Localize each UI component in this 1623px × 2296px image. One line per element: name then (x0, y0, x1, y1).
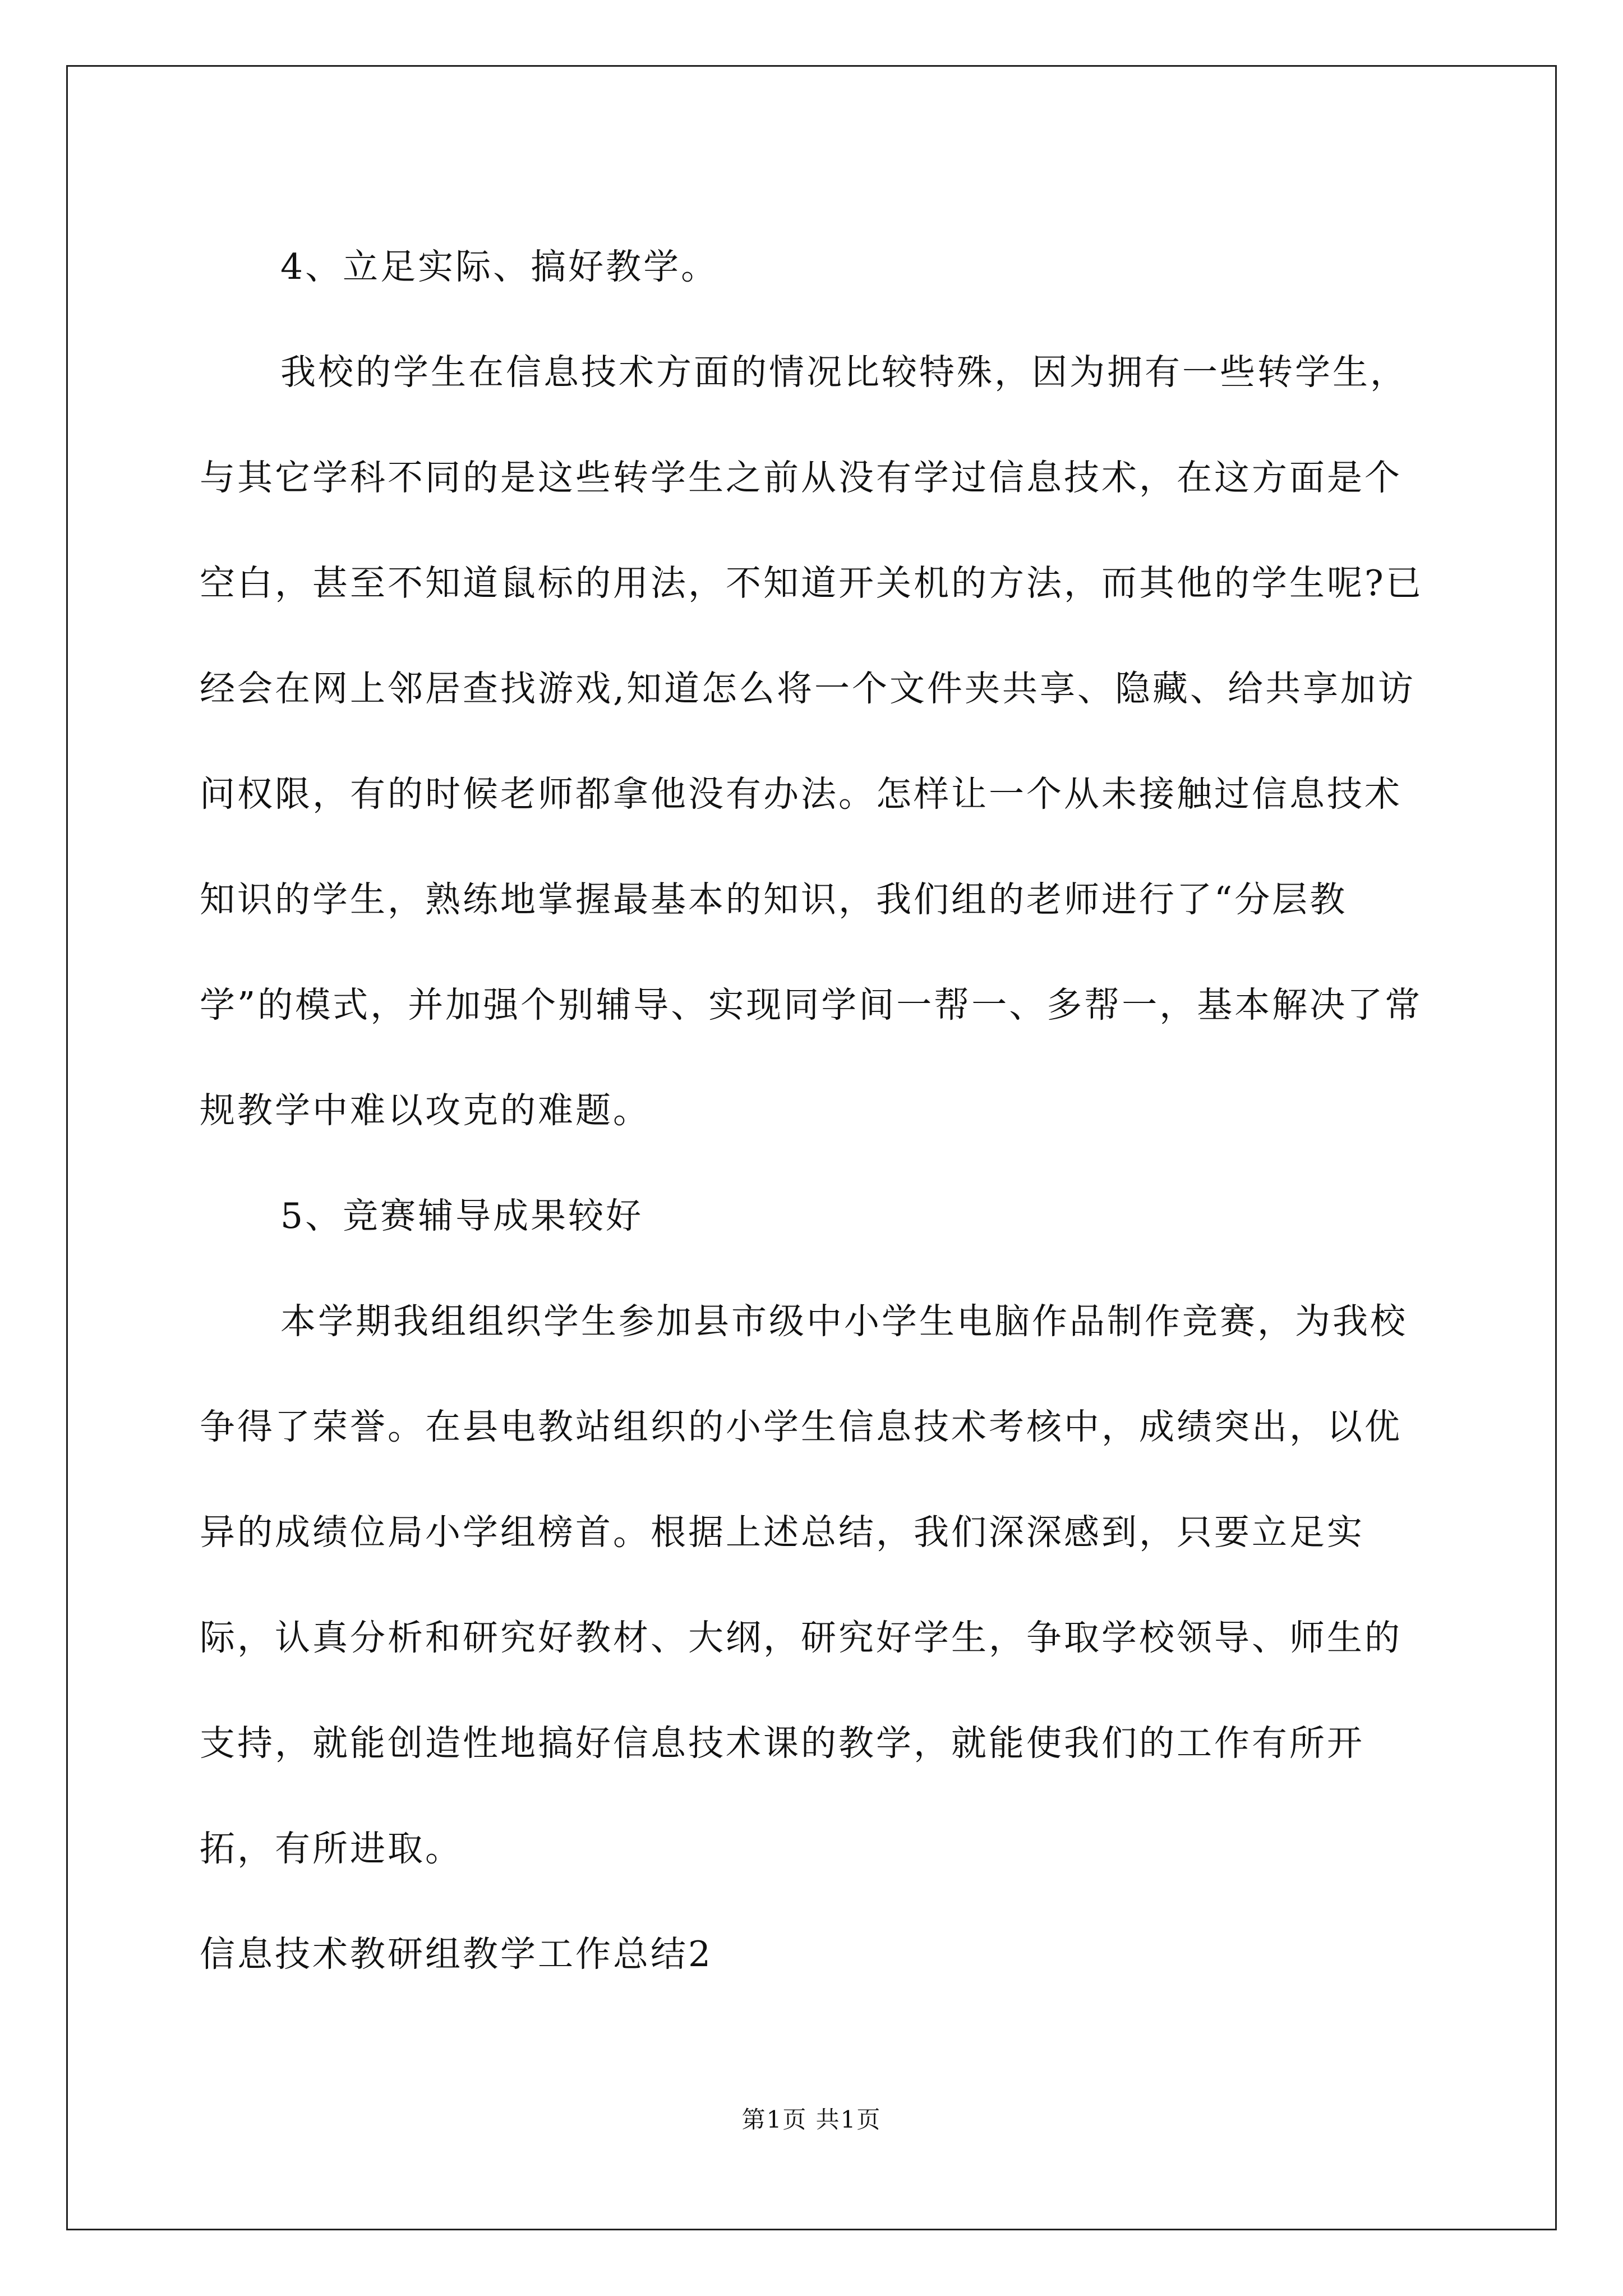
heading-item-4: 4、立足实际、搞好教学。 (280, 246, 719, 287)
heading-item-5: 5、竞赛辅导成果较好 (280, 1195, 644, 1236)
section-title: 信息技术教研组教学工作总结2 (200, 1934, 713, 1975)
document-body (200, 214, 1428, 2007)
page-number-footer: 第1页 共1页 (741, 2106, 882, 2133)
paragraph-teaching: 我校的学生在信息技术方面的情况比较特殊，因为拥有一些转学生，与其它学科不同的是这些转学生之前从没有学过信息技术，在这方面是个空白，甚至不知道鼠标的用法，不知道开关机的方法，而其他的学生呢?已经会在网上邻居查找游戏,知道怎么将一个文件夹共享、隐藏、给共享加访问权限，有的时候老师都拿他没有办法。怎样让一个从未接触过信息技术知识的学生，熟练地掌握最基本的知识，我们组的老师进行了“分层教学”的模式，并加强个别辅导、实现同学间一帮一、多帮一，基本解决了常规教学中难以攻克的难题。 (200, 352, 1423, 1131)
paragraph-competition: 本学期我组组织学生参加县市级中小学生电脑作品制作竞赛，为我校争得了荣誉。在县电教站组织的小学生信息技术考核中，成绩突出，以优异的成绩位局小学组榜首。根据上述总结，我们深深感到，只要立足实际，认真分析和研究好教材、大纲，研究好学生，争取学校领导、师生的支持，就能创造性地搞好信息技术课的教学，就能使我们的工作有所开拓，有所进取。 (200, 1301, 1408, 1869)
